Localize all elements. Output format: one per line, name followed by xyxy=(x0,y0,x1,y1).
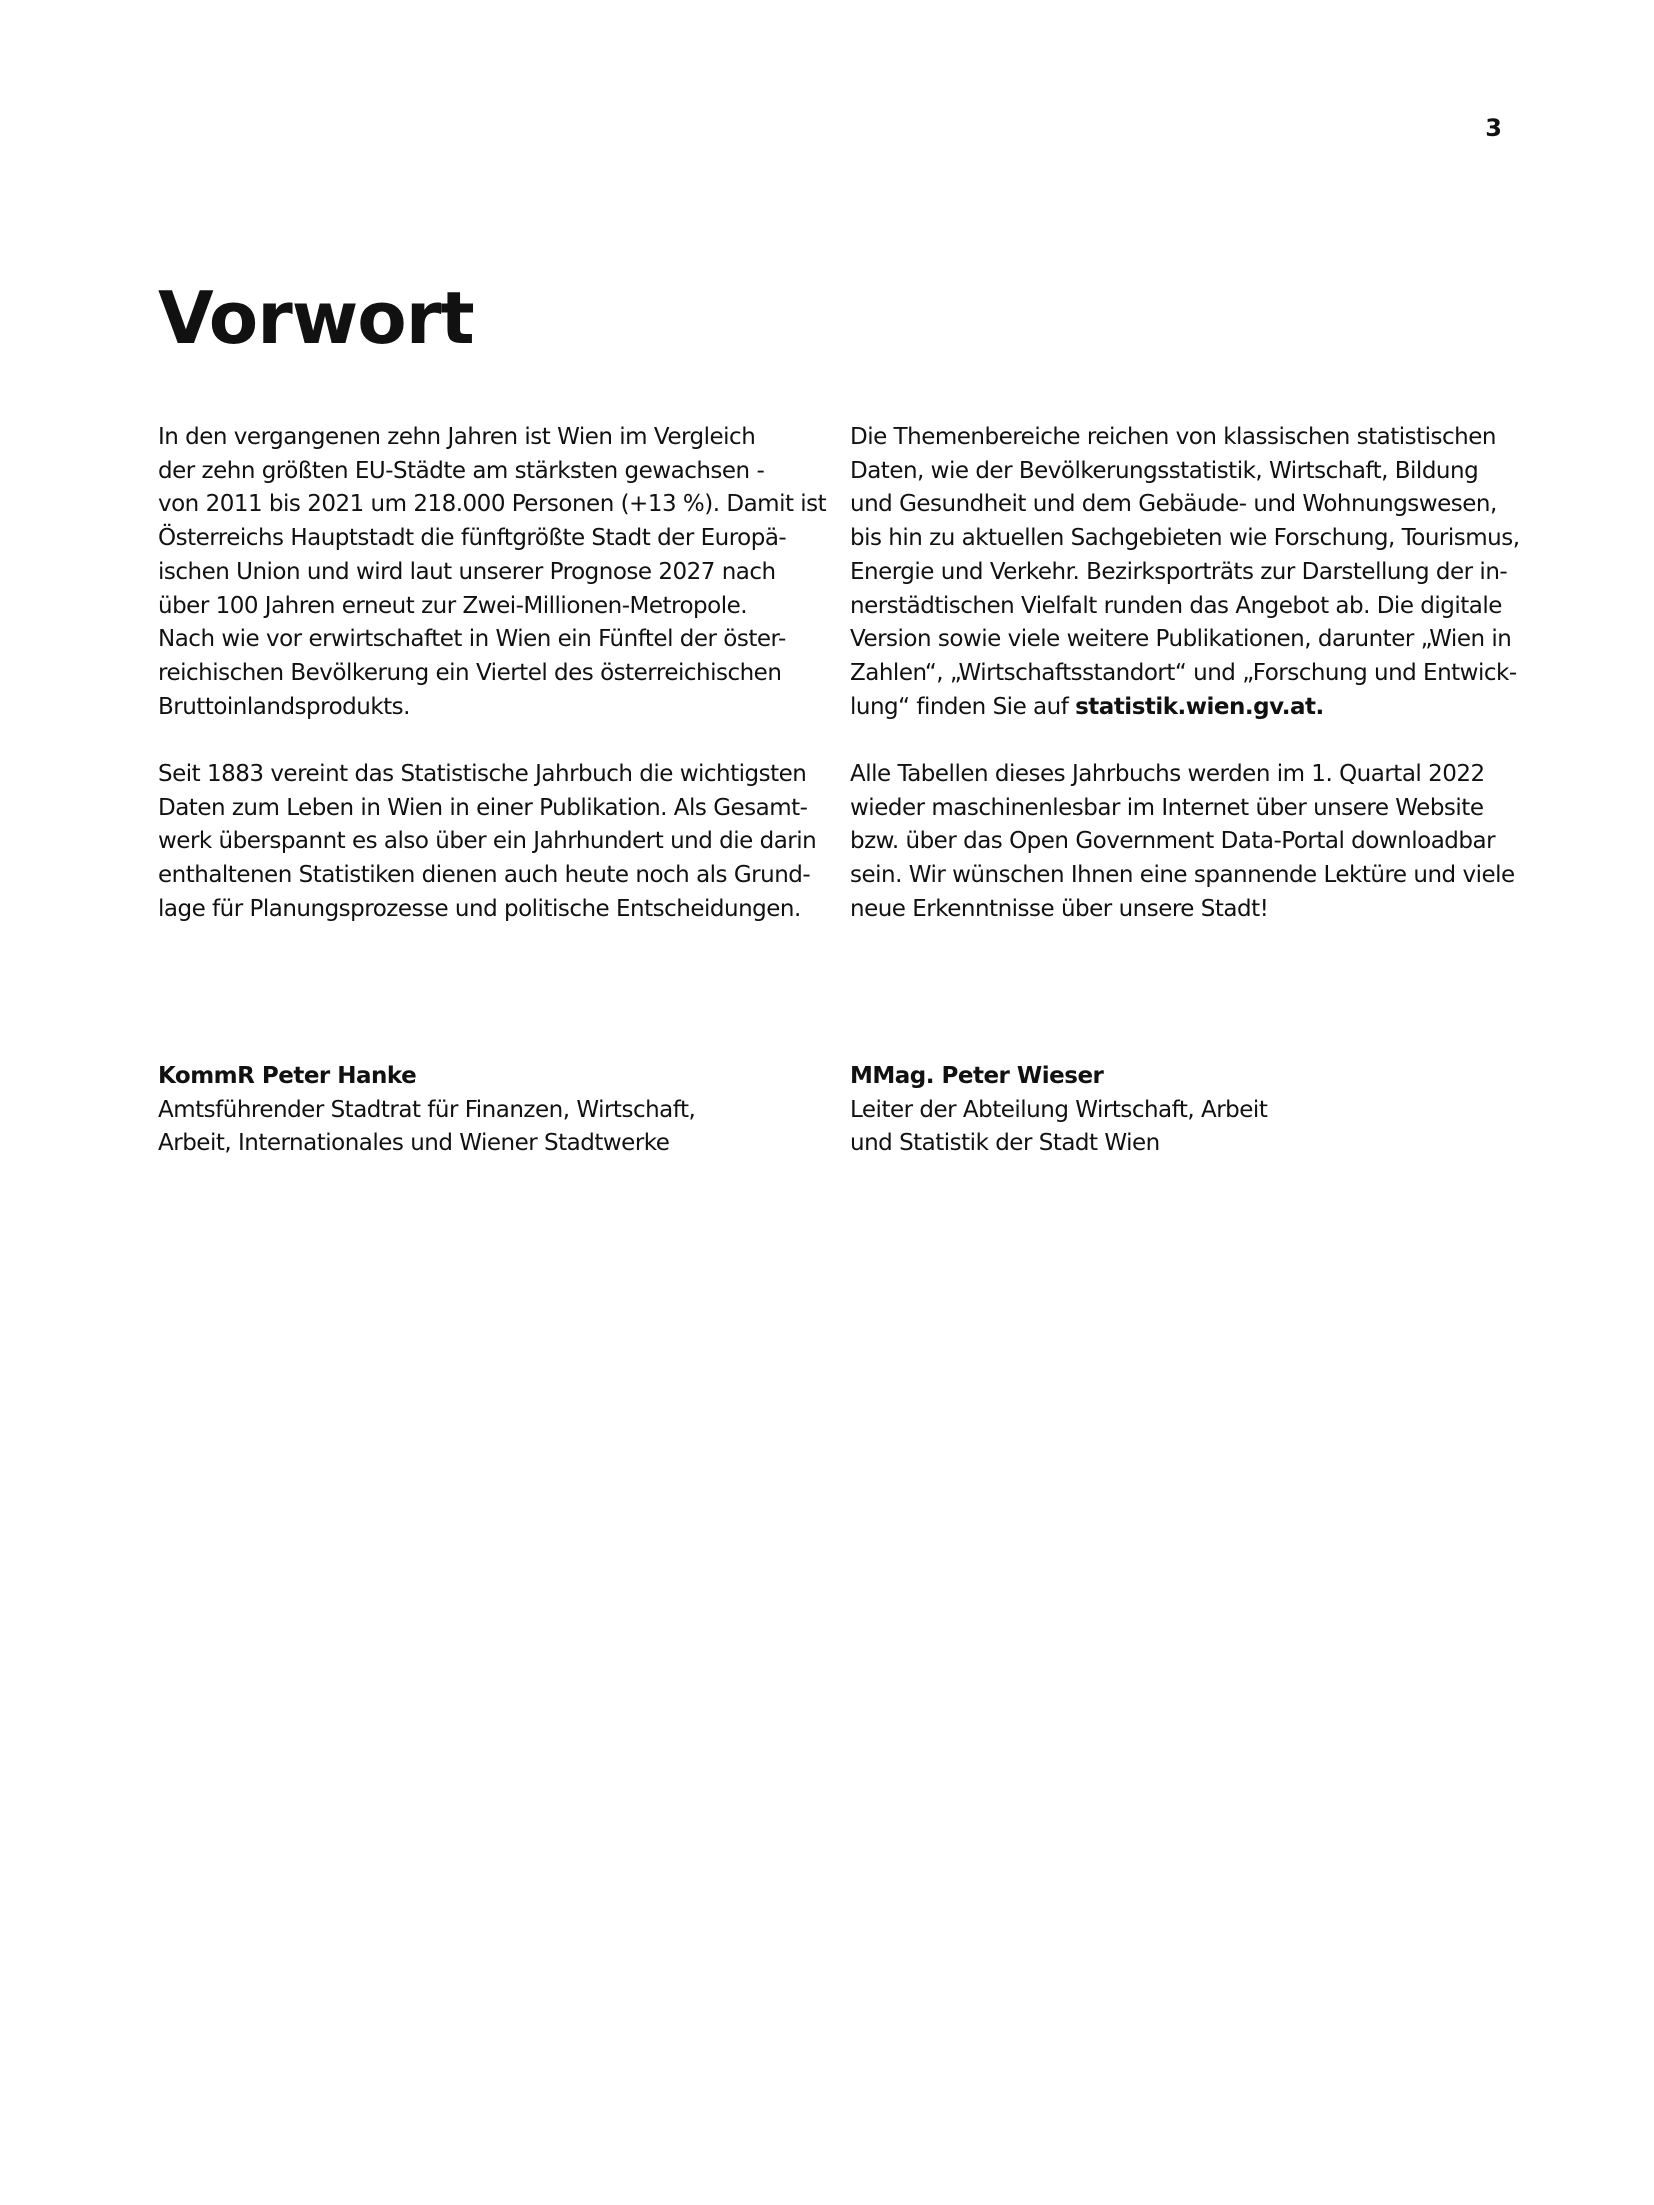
page-title: Vorwort xyxy=(158,276,474,360)
right-paragraph-2: Alle Tabellen dieses Jahrbuchs werden im 1. Quartal 2022 wieder maschinenlesbar im Internet über unsere Website bzw. über das Open Government Data-Portal downloadbar sein. Wir wünschen Ihnen eine spannende Lektüre und viele neue Erkenntnisse über unsere Stadt! xyxy=(850,761,1515,922)
left-paragraph-1: In den vergangenen zehn Jahren ist Wien im Vergleich der zehn größten EU-Städte am stärksten gewachsen - von 2011 bis 2021 um 218.000 Personen (+13 %). Damit ist Österreichs Hauptstadt die fünftgrößte Stadt der Europä- ischen Union und wird laut unserer Prognose 2027 nach über 100 Jahren erneut zur Zwei-Millionen-Metropole. Nach wie vor erwirtschaftet in Wien ein Fünftel der öster- reichischen Bevölkerung ein Viertel des österreichischen Bruttoinlandsprodukts. xyxy=(158,424,827,720)
right-paragraph-1-text: Die Themenbereiche reichen von klassischen statistischen Daten, wie der Bevölkerungsstatistik, Wirtschaft, Bildung und Gesundheit und dem Gebäude- und Wohnungswesen, bis hin zu aktuellen Sachgebieten wie Forschung, Tourismus, Energie und Verkehr. Bezirksporträts zur Darstellung der in- nerstädtischen Vielfalt runden das Angebot ab. Die digitale Version sowie viele weitere Publikationen, darunter „Wien in Zahlen“, „Wirtschaftsstandort“ und „Forschung und Entwick- lung“ finden Sie auf xyxy=(850,424,1520,720)
page-number: 3 xyxy=(1485,114,1502,142)
left-paragraph-2: Seit 1883 vereint das Statistische Jahrbuch die wichtigsten Daten zum Leben in Wien in einer Publikation. Als Gesamt- werk überspannt es also über ein Jahrhundert und die darin enthaltenen Statistiken dienen auch heute noch als Grund- lage für Planungsprozesse und politische Entscheidungen. xyxy=(158,761,817,922)
signature-role: Amtsführender Stadtrat für Finanzen, Wirtschaft, Arbeit, Internationales und Wiener Stadtwerke xyxy=(158,1096,696,1157)
right-paragraph-1 xyxy=(850,421,1530,724)
left-column xyxy=(158,421,838,960)
website-link[interactable]: statistik.wien.gv.at. xyxy=(1075,693,1324,720)
signature-name: KommR Peter Hanke xyxy=(158,1063,417,1089)
signature-name: MMag. Peter Wieser xyxy=(850,1063,1104,1089)
signature-left xyxy=(158,1060,778,1161)
signature-role: Leiter der Abteilung Wirtschaft, Arbeit und Statistik der Stadt Wien xyxy=(850,1096,1268,1157)
right-column xyxy=(850,421,1530,960)
signature-right xyxy=(850,1060,1470,1161)
